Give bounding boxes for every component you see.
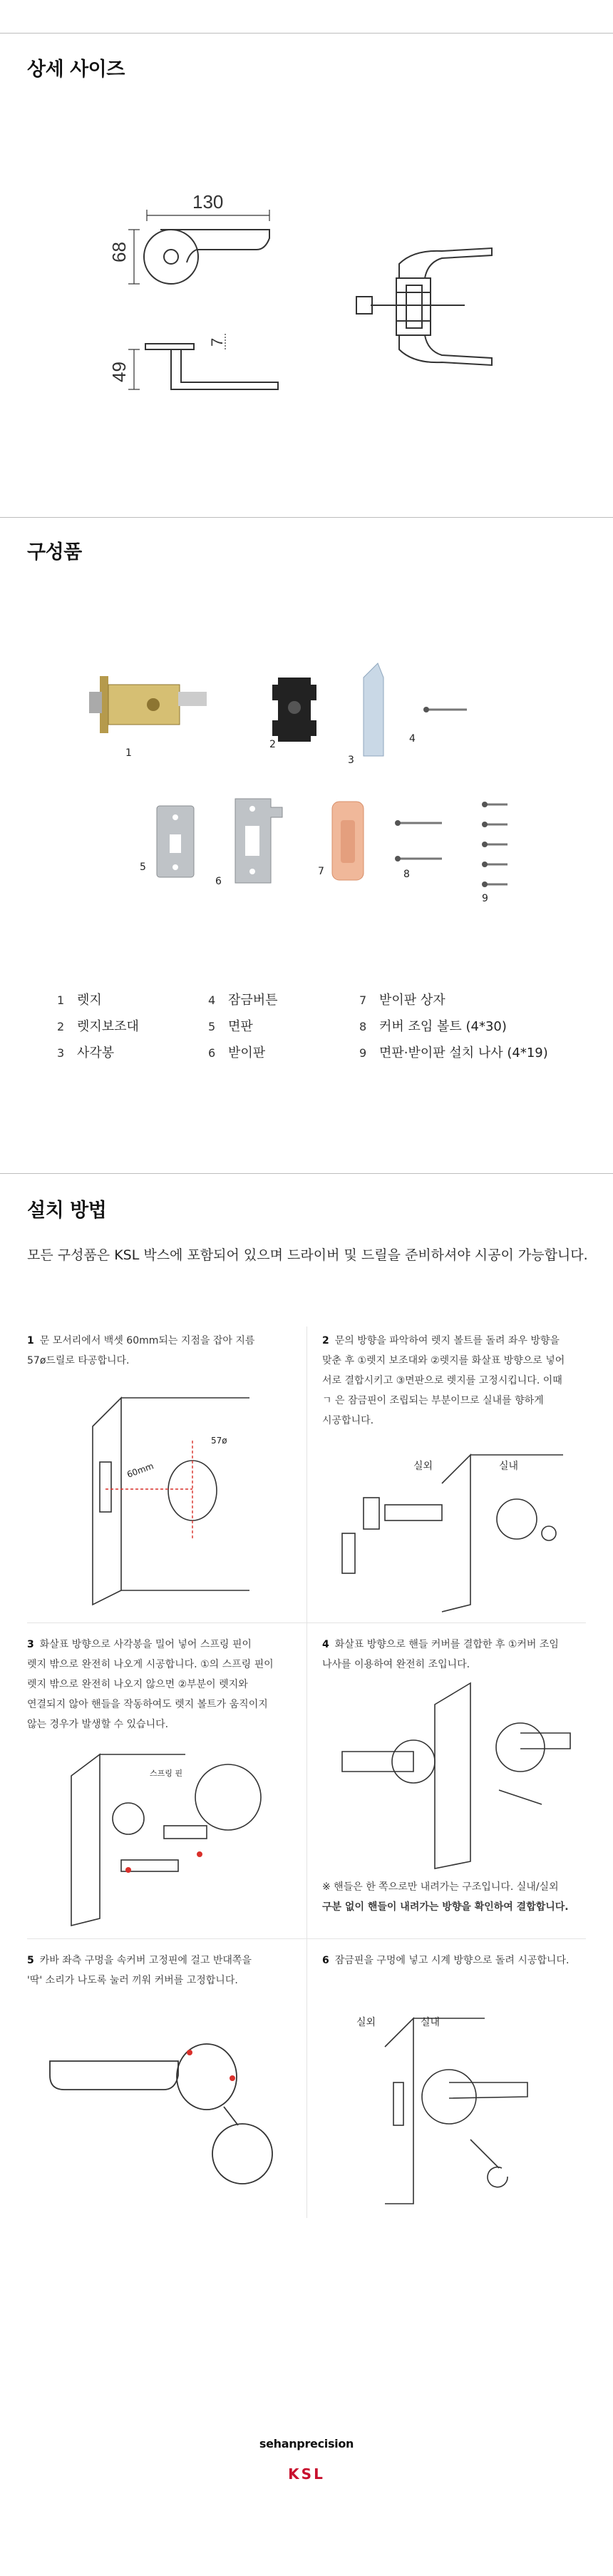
part-label: 커버 조임 볼트 (4*30) bbox=[379, 1019, 507, 1034]
part-item bbox=[208, 1016, 253, 1035]
part-num: 4 bbox=[208, 993, 216, 1007]
part-marker-2: 2 bbox=[269, 739, 276, 750]
step-4-diagram bbox=[328, 1683, 577, 1869]
part-item bbox=[57, 1016, 139, 1035]
part-label: 받이판 bbox=[228, 1046, 266, 1060]
step-6-num: 6 bbox=[322, 1955, 329, 1966]
part-marker-1: 1 bbox=[125, 747, 132, 759]
step-line: 맞춘 후 ①렛지 보조대와 ②렛지를 화살표 방향으로 넣어 bbox=[322, 1355, 565, 1366]
drill-57-label: 57ø bbox=[211, 1436, 227, 1446]
step-line: 화살표 방향으로 사각봉을 밀어 넣어 스프링 핀이 bbox=[39, 1639, 252, 1650]
step-5-text bbox=[27, 1951, 298, 1990]
part-num: 5 bbox=[208, 1020, 216, 1033]
part-item bbox=[57, 990, 102, 1008]
part-marker-6: 6 bbox=[215, 876, 222, 887]
grid-vertical-line bbox=[306, 1327, 307, 2218]
spring-pin-label: 스프링 핀 bbox=[150, 1769, 183, 1778]
step-line: 화살표 방향으로 핸들 커버를 결합한 후 ①커버 조임 bbox=[334, 1639, 559, 1650]
parts-list-row bbox=[57, 1043, 599, 1069]
step-line: 않는 경우가 발생할 수 있습니다. bbox=[27, 1719, 169, 1730]
step-line: 시공합니다. bbox=[322, 1415, 374, 1426]
grid-row-line-1 bbox=[27, 1622, 586, 1623]
part-marker-9: 9 bbox=[482, 893, 488, 904]
step-4-text bbox=[322, 1635, 593, 1675]
part-marker-3: 3 bbox=[348, 755, 354, 766]
cover-bolts-part bbox=[399, 823, 442, 859]
dim-7: 7 bbox=[208, 337, 226, 347]
step-2-inside-label: 실내 bbox=[499, 1461, 519, 1472]
face-plate-part bbox=[157, 806, 194, 877]
part-item bbox=[359, 990, 445, 1008]
step-4-num: 4 bbox=[322, 1639, 329, 1650]
step-6-outside-label: 실외 bbox=[356, 2017, 376, 2028]
dim-68: 68 bbox=[108, 242, 130, 262]
step-line: '딱' 소리가 나도록 눌러 끼워 커버를 고정합니다. bbox=[27, 1975, 238, 1986]
step-line: 나사를 이용하여 완전히 조입니다. bbox=[322, 1659, 470, 1670]
parts-illustration bbox=[0, 656, 613, 913]
strike-plate-part bbox=[235, 799, 282, 883]
step-line: 렛지 밖으로 완전히 나오지 않으면 ②부분이 렛지와 bbox=[27, 1679, 248, 1690]
step-line: 문 모서리에서 백셋 60mm되는 지점을 잡아 지름 bbox=[39, 1335, 255, 1346]
dim-130: 130 bbox=[192, 191, 224, 213]
company-logo-text: sehanprecision bbox=[259, 2437, 354, 2450]
part-num: 2 bbox=[57, 1020, 65, 1033]
strike-box-part bbox=[332, 802, 364, 880]
part-item bbox=[208, 990, 278, 1008]
step-line: 잠금핀을 구멍에 넣고 시계 방향으로 돌려 시공합니다. bbox=[334, 1955, 570, 1966]
part-label: 면판·받이판 설치 나사 (4*19) bbox=[379, 1046, 548, 1060]
part-marker-7: 7 bbox=[318, 866, 324, 877]
parts-list-row bbox=[57, 1016, 599, 1043]
install-screws-part bbox=[486, 804, 508, 884]
parts-section-title: 구성품 bbox=[27, 541, 82, 563]
part-marker-4: 4 bbox=[409, 733, 416, 745]
part-marker-5: 5 bbox=[140, 862, 146, 873]
top-rule bbox=[0, 33, 613, 34]
square-bar-part bbox=[364, 663, 383, 756]
step-4-note bbox=[322, 1877, 593, 1917]
part-num: 1 bbox=[57, 993, 65, 1007]
parts-list bbox=[57, 990, 599, 1069]
step-5-num: 5 bbox=[27, 1955, 34, 1966]
step-2-outside-label: 실외 bbox=[413, 1461, 433, 1472]
install-rule bbox=[0, 1173, 613, 1174]
step-2-text bbox=[322, 1331, 593, 1431]
note-line: 구분 없이 핸들이 내려가는 방향을 확인하여 결합합니다. bbox=[322, 1901, 569, 1913]
latch-part bbox=[89, 676, 207, 733]
step-1-diagram bbox=[71, 1398, 271, 1605]
latch-bracket-part bbox=[272, 678, 316, 742]
step-1-num: 1 bbox=[27, 1335, 34, 1346]
part-label: 받이판 상자 bbox=[379, 993, 445, 1008]
step-3-num: 3 bbox=[27, 1639, 34, 1650]
step-1-text bbox=[27, 1331, 298, 1371]
part-label: 면판 bbox=[228, 1019, 253, 1034]
part-item bbox=[359, 1016, 507, 1035]
part-item bbox=[359, 1043, 548, 1061]
step-3-diagram bbox=[57, 1747, 292, 1926]
ksl-logo: KSL bbox=[288, 2465, 325, 2483]
size-section-title: 상세 사이즈 bbox=[27, 58, 125, 81]
lock-button-part bbox=[423, 707, 467, 712]
step-5-diagram bbox=[36, 2033, 292, 2197]
step-3-text bbox=[27, 1635, 298, 1734]
size-diagram bbox=[0, 178, 613, 414]
part-num: 8 bbox=[359, 1020, 367, 1033]
step-line: ㄱ 은 잠금핀이 조립되는 부분이므로 실내를 향하게 bbox=[322, 1395, 544, 1406]
parts-rule bbox=[0, 517, 613, 518]
part-num: 7 bbox=[359, 993, 367, 1007]
step-line: 57ø드릴로 타공합니다. bbox=[27, 1355, 130, 1366]
install-section-title: 설치 방법 bbox=[27, 1200, 107, 1222]
part-num: 3 bbox=[57, 1046, 65, 1060]
part-label: 렛지보조대 bbox=[77, 1019, 139, 1034]
part-item bbox=[208, 1043, 265, 1061]
part-num: 6 bbox=[208, 1046, 216, 1060]
part-label: 렛지 bbox=[77, 993, 102, 1008]
part-item bbox=[57, 1043, 114, 1061]
part-label: 잠금버튼 bbox=[228, 993, 278, 1008]
step-6-inside-label: 실내 bbox=[421, 2017, 441, 2028]
dim-49: 49 bbox=[108, 362, 130, 382]
grid-row-line-2 bbox=[27, 1938, 586, 1939]
part-label: 사각봉 bbox=[77, 1046, 115, 1060]
part-num: 9 bbox=[359, 1046, 367, 1060]
step-line: 연결되지 않아 핸들을 작동하여도 렛지 볼트가 움직이지 bbox=[27, 1699, 268, 1710]
step-2-num: 2 bbox=[322, 1335, 329, 1346]
step-2-diagram bbox=[335, 1448, 577, 1612]
step-6-diagram bbox=[342, 1990, 570, 2204]
step-6-text bbox=[322, 1951, 593, 1971]
parts-list-row bbox=[57, 990, 599, 1016]
step-line: 서로 결합시키고 ③면판으로 렛지를 고정시킵니다. 이때 bbox=[322, 1375, 562, 1386]
part-marker-8: 8 bbox=[403, 869, 410, 880]
step-line: 렛지 밖으로 완전히 나오게 시공합니다. ①의 스프링 핀이 bbox=[27, 1659, 274, 1670]
install-intro: 모든 구성품은 KSL 박스에 포함되어 있으며 드라이버 및 드릴을 준비하셔야 시공이 가능합니다. bbox=[27, 1247, 588, 1263]
step-line: 문의 방향을 파악하여 렛지 볼트를 돌려 좌우 방향을 bbox=[334, 1335, 560, 1346]
drill-60-label: 60mm bbox=[125, 1461, 155, 1480]
step-line: 카바 좌측 구멍을 속커버 고정핀에 걸고 반대쪽을 bbox=[39, 1955, 252, 1966]
note-line: ※ 핸들은 한 쪽으로만 내려가는 구조입니다. 실내/실외 bbox=[322, 1881, 559, 1893]
